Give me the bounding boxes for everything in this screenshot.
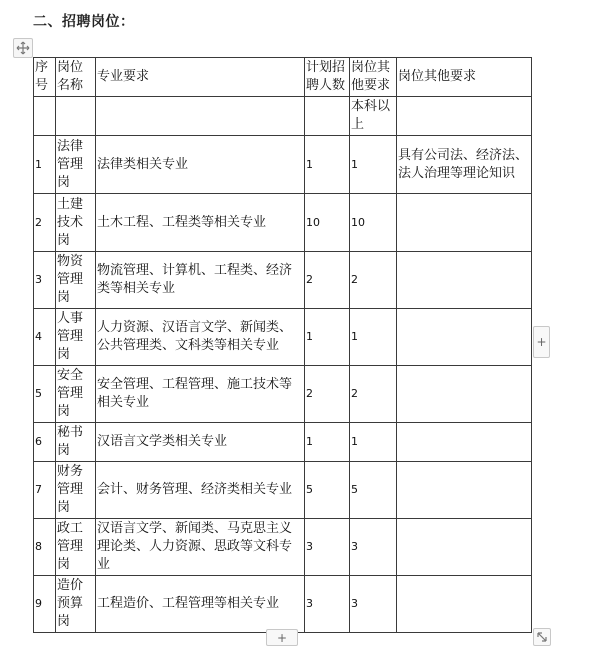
table-row <box>34 423 532 462</box>
add-column-button[interactable]: + <box>533 326 550 358</box>
table-row <box>34 366 532 423</box>
table-cell[interactable] <box>397 97 532 136</box>
table-row <box>34 519 532 576</box>
move-icon <box>16 41 30 55</box>
row-planned[interactable]: 1 <box>305 136 350 194</box>
sub-header-row <box>34 97 532 136</box>
header-other-req2[interactable]: 岗位其他要求 <box>397 58 532 97</box>
row-seq[interactable]: 5 <box>34 366 56 423</box>
header-row <box>34 58 532 97</box>
row-post[interactable]: 安全管理岗 <box>56 366 96 423</box>
row-planned[interactable]: 1 <box>305 309 350 366</box>
row-post[interactable]: 政工管理岗 <box>56 519 96 576</box>
row-note[interactable] <box>397 252 532 309</box>
add-row-button[interactable]: + <box>266 629 298 646</box>
row-seq[interactable]: 8 <box>34 519 56 576</box>
table-row <box>34 194 532 252</box>
row-note[interactable] <box>397 423 532 462</box>
row-count[interactable]: 1 <box>350 423 397 462</box>
header-other-req[interactable]: 岗位其他要求 <box>350 58 397 97</box>
table-cell[interactable] <box>96 97 305 136</box>
row-count[interactable]: 5 <box>350 462 397 519</box>
header-planned[interactable]: 计划招聘人数 <box>305 58 350 97</box>
row-seq[interactable]: 1 <box>34 136 56 194</box>
row-major[interactable]: 物流管理、计算机、工程类、经济类等相关专业 <box>96 252 305 309</box>
resize-icon <box>536 631 548 643</box>
row-note[interactable] <box>397 519 532 576</box>
header-major[interactable]: 专业要求 <box>96 58 305 97</box>
row-seq[interactable]: 3 <box>34 252 56 309</box>
table-row <box>34 462 532 519</box>
row-major[interactable]: 安全管理、工程管理、施工技术等相关专业 <box>96 366 305 423</box>
row-planned[interactable]: 1 <box>305 423 350 462</box>
row-major[interactable]: 汉语言文学、新闻类、马克思主义理论类、人力资源、思政等文科专业 <box>96 519 305 576</box>
row-major[interactable]: 会计、财务管理、经济类相关专业 <box>96 462 305 519</box>
row-planned[interactable]: 3 <box>305 576 350 633</box>
row-planned[interactable]: 10 <box>305 194 350 252</box>
row-count[interactable]: 10 <box>350 194 397 252</box>
row-note[interactable] <box>397 366 532 423</box>
row-planned[interactable]: 2 <box>305 366 350 423</box>
row-seq[interactable]: 6 <box>34 423 56 462</box>
row-count[interactable]: 2 <box>350 252 397 309</box>
row-count[interactable]: 2 <box>350 366 397 423</box>
table-row <box>34 576 532 633</box>
table-cell[interactable] <box>305 97 350 136</box>
row-count[interactable]: 1 <box>350 136 397 194</box>
row-planned[interactable]: 2 <box>305 252 350 309</box>
row-major[interactable]: 土木工程、工程类等相关专业 <box>96 194 305 252</box>
table-cell[interactable] <box>34 97 56 136</box>
table-row <box>34 136 532 194</box>
row-count[interactable]: 3 <box>350 519 397 576</box>
section-heading: 二、招聘岗位： <box>33 14 135 30</box>
row-count[interactable]: 3 <box>350 576 397 633</box>
row-note[interactable] <box>397 194 532 252</box>
row-note[interactable] <box>397 576 532 633</box>
table-row <box>34 252 532 309</box>
table-row <box>34 309 532 366</box>
header-post[interactable]: 岗位名称 <box>56 58 96 97</box>
row-post[interactable]: 物资管理岗 <box>56 252 96 309</box>
row-major[interactable]: 法律类相关专业 <box>96 136 305 194</box>
row-planned[interactable]: 5 <box>305 462 350 519</box>
header-seq[interactable]: 序号 <box>34 58 56 97</box>
row-post[interactable]: 土建技术岗 <box>56 194 96 252</box>
row-post[interactable]: 法律管理岗 <box>56 136 96 194</box>
row-seq[interactable]: 9 <box>34 576 56 633</box>
row-seq[interactable]: 7 <box>34 462 56 519</box>
row-major[interactable]: 工程造价、工程管理等相关专业 <box>96 576 305 633</box>
row-seq[interactable]: 2 <box>34 194 56 252</box>
table-move-handle[interactable] <box>13 38 33 58</box>
row-major[interactable]: 汉语言文学类相关专业 <box>96 423 305 462</box>
row-post[interactable]: 财务管理岗 <box>56 462 96 519</box>
row-planned[interactable]: 3 <box>305 519 350 576</box>
row-count[interactable]: 1 <box>350 309 397 366</box>
sub-header-education[interactable]: 本科以上 <box>350 97 397 136</box>
row-seq[interactable]: 4 <box>34 309 56 366</box>
table-resize-handle[interactable] <box>533 628 551 646</box>
row-note[interactable]: 具有公司法、经济法、法人治理等理论知识 <box>397 136 532 194</box>
recruitment-table <box>33 57 532 633</box>
row-major[interactable]: 人力资源、汉语言文学、新闻类、公共管理类、文科类等相关专业 <box>96 309 305 366</box>
row-note[interactable] <box>397 462 532 519</box>
row-post[interactable]: 秘书岗 <box>56 423 96 462</box>
table-cell[interactable] <box>56 97 96 136</box>
row-post[interactable]: 人事管理岗 <box>56 309 96 366</box>
row-post[interactable]: 造价预算岗 <box>56 576 96 633</box>
row-note[interactable] <box>397 309 532 366</box>
